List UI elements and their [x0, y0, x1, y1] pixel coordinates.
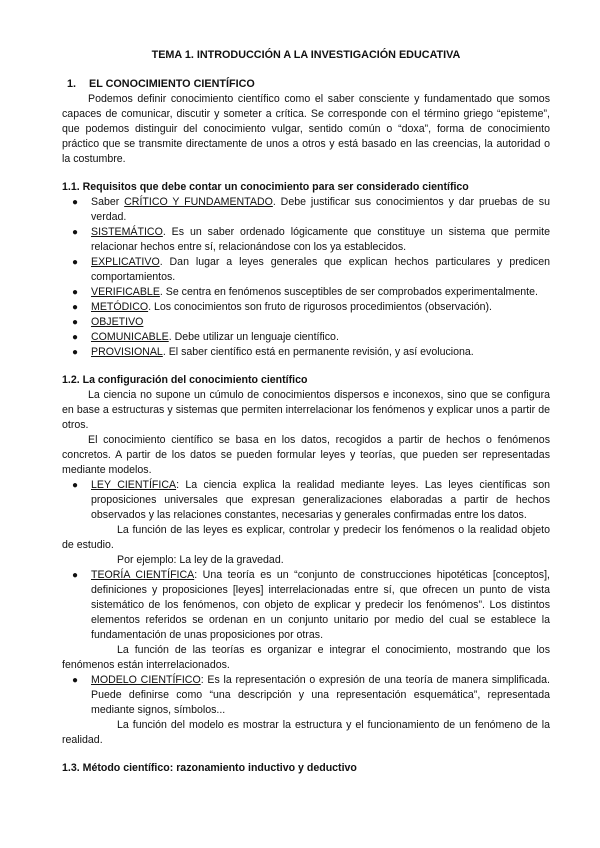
bullet-icon: ● [72, 257, 79, 268]
section-1-3-heading: 1.3. Método científico: razonamiento inductivo y deductivo [62, 762, 357, 774]
requirement-term: VERIFICABLE [91, 286, 160, 298]
requirement-term: OBJETIVO [91, 316, 144, 328]
requirement-item [62, 330, 550, 345]
teoria-function: La función de las teorías es organizar e integrar el conocimiento, mostrando que los fenómenos están interrelacionados. [62, 644, 550, 671]
bullet-icon: ● [72, 302, 79, 313]
requirement-item [62, 345, 550, 360]
ley-example: Por ejemplo: La ley de la gravedad. [117, 554, 284, 566]
section-1-number: 1. [67, 78, 77, 90]
requirement-term: CRÍTICO Y FUNDAMENTADO [124, 196, 273, 208]
requirement-item [62, 195, 550, 225]
bullet-icon: ● [72, 570, 79, 581]
requirement-text: . Debe justificar sus conocimientos y dar pruebas de su verdad. [91, 196, 550, 223]
requirement-text: . El saber científico está en permanente revisión, y así evoluciona. [162, 346, 474, 358]
ley-function: La función de las leyes es explicar, controlar y predecir los fenómenos o la realidad objeto de estudio. [62, 524, 550, 551]
requirement-item [62, 300, 550, 315]
requirement-item [62, 315, 550, 330]
bullet-icon: ● [72, 480, 79, 491]
requirement-term: COMUNICABLE [91, 331, 169, 343]
concept-item-ley [62, 478, 550, 523]
modelo-function: La función del modelo es mostrar la estructura y el funcionamiento de un fenómeno de la realidad. [62, 719, 550, 746]
requirement-item [62, 225, 550, 255]
requirement-text: . Los conocimientos son fruto de rigurosos procedimientos (observación). [148, 301, 492, 313]
concepts-list-modelo [62, 673, 550, 718]
bullet-icon: ● [72, 675, 79, 686]
requirement-term: EXPLICATIVO [91, 256, 160, 268]
requirement-text: . Se centra en fenómenos susceptibles de ser comprobados experimentalmente. [159, 286, 538, 298]
bullet-icon: ● [72, 347, 79, 358]
bullet-icon: ● [72, 287, 79, 298]
requirement-item [62, 285, 550, 300]
requirement-item [62, 255, 550, 285]
document-page [62, 48, 550, 776]
bullet-icon: ● [72, 227, 79, 238]
requirement-prefix: Saber [91, 196, 125, 208]
requirement-text: . Es un saber ordenado lógicamente que constituye un sistema que permite relacionar hechos entre sí, relacionándose con los ya establecidos. [91, 226, 550, 253]
concepts-list-teoria [62, 568, 550, 643]
section-1-2-heading: 1.2. La configuración del conocimiento científico [62, 374, 308, 386]
bullet-icon: ● [72, 317, 79, 328]
bullet-icon: ● [72, 332, 79, 343]
concept-term: LEY CIENTÍFICA [91, 479, 177, 491]
section-1-1-heading: 1.1. Requisitos que debe contar un conocimiento para ser considerado científico [62, 181, 469, 193]
requirement-text: . Debe utilizar un lenguaje científico. [168, 331, 339, 343]
requirements-list [62, 195, 550, 360]
concept-item-modelo [62, 673, 550, 718]
requirement-term: SISTEMÁTICO [91, 226, 163, 238]
concept-text: : Es la representación o expresión de una teoría de manera simplificada. Puede definirse como “una descripción y una representación esquemática”, representada mediante signos, símbolos... [91, 674, 550, 716]
concept-item-teoria [62, 568, 550, 643]
concept-term: TEORÍA CIENTÍFICA [91, 569, 195, 581]
requirement-term: PROVISIONAL [91, 346, 163, 358]
concept-text: : Una teoría es un “conjunto de construcciones hipotéticas [conceptos], definiciones y proposiciones [leyes] interrelacionadas entre sí, que ofrecen un punto de vista sistemático de los fenómenos, con objeto de explicar y predecir los fenómenos”. Los distintos elementos referidos se ordenan en un conjunto unitario por medio del cual se establece la fundamentación de unas proposiciones por otras. [91, 569, 550, 641]
document-title: TEMA 1. INTRODUCCIÓN A LA INVESTIGACIÓN EDUCATIVA [151, 49, 461, 61]
section-1-paragraph: Podemos definir conocimiento científico como el saber consciente y fundamentado que somos capaces de comunicar, discutir y someter a crítica. Se corresponde con el término griego “episteme”, que podemos distinguir del conocimiento vulgar, sentido común o “doxa”, forma de conocimiento práctico que se transmite directamente de unos a otros y está basado en las creencias, la autoridad o la costumbre. [62, 93, 550, 165]
concept-term: MODELO CIENTÍFICO [91, 674, 201, 686]
section-1-2-paragraph-2: El conocimiento científico se basa en los datos, recogidos a partir de hechos o fenómenos concretos. A partir de los datos se pueden formular leyes y teorías, que pueden ser representadas mediante modelos. [62, 434, 550, 476]
requirement-term: METÓDICO [91, 301, 149, 313]
concept-text: : La ciencia explica la realidad mediante leyes. Las leyes científicas son proposiciones universales que expresan generalizaciones elaboradas a partir de hechos observados y las relaciones constantes, necesarias y generales confirmadas entre los datos. [91, 479, 550, 521]
section-1-heading [62, 77, 550, 92]
concepts-list-ley [62, 478, 550, 523]
section-1-title: EL CONOCIMIENTO CIENTÍFICO [89, 78, 255, 90]
section-1-2-paragraph-1: La ciencia no supone un cúmulo de conocimientos dispersos e inconexos, sino que se configura en base a estructuras y sistemas que permiten interrelacionar los fenómenos y explicar unos a partir de otros. [62, 389, 550, 431]
requirement-text: . Dan lugar a leyes generales que explican hechos particulares y predicen comportamientos. [91, 256, 550, 283]
bullet-icon: ● [72, 197, 79, 208]
